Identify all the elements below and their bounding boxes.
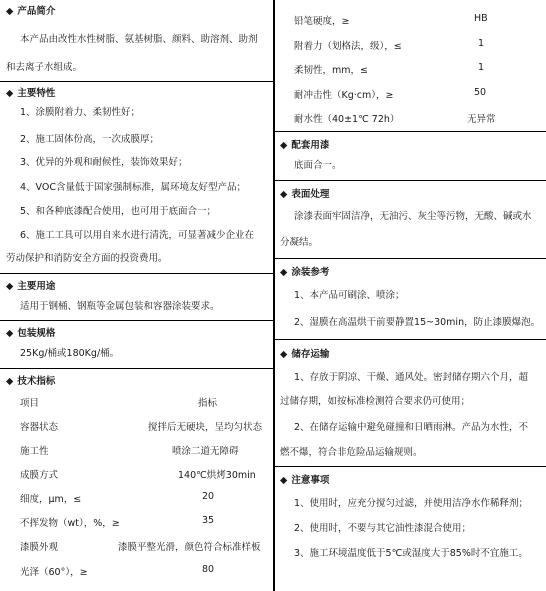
feature-line: 6、施工工具可以用自来水进行清洗，可显著减少企业在 [20,230,255,241]
diamond-icon: ◆ [6,281,14,292]
surface-line: 分凝结。 [280,237,319,248]
table-row: 漆膜外观 漆膜平整光滑，颜色符合标准样板 [20,542,261,553]
section-divider [274,339,546,340]
surface-title: 表面处理 [291,189,330,200]
packaging-header [6,325,55,339]
diamond-icon: ◆ [6,6,14,17]
application-title: 涂装参考 [291,267,330,278]
feature-line: 劳动保护和消防安全方面的投资费用。 [6,253,168,264]
packaging-line: 25Kg/桶或180Kg/桶。 [20,348,120,359]
table-row: 成膜方式 140℃烘烤30min [20,470,256,481]
diamond-icon: ◆ [280,189,288,200]
intro-line-2: 和去离子水组成。 [6,62,83,73]
section-divider [0,81,273,82]
section-divider [0,273,273,274]
intro-line-1: 本产品由改性水性树脂、氨基树脂、颜料、助溶剂、助剂 [20,34,258,45]
section-divider [0,320,273,321]
table-row: 耐冲击性（Kg·cm），≥ 50 [294,87,487,101]
storage-header [280,346,329,360]
table-row: 光泽（60°），≥ 80 [20,564,215,578]
feature-line: 2、施工固体份高，一次成膜厚； [20,134,160,145]
column-divider [273,0,275,591]
storage-title: 储存运输 [291,349,330,360]
column-header-item: 项目 [20,398,40,409]
diamond-icon: ◆ [280,140,288,151]
notes-title: 注意事项 [291,475,330,486]
matching-line: 底面合一。 [294,160,342,171]
notes-header [280,472,329,486]
usage-header [6,278,55,292]
diamond-icon: ◆ [6,88,14,99]
storage-line: 2、在储存运输中避免碰撞和日晒雨淋。产品为水性，不 [294,422,529,433]
section-divider [274,258,546,259]
feature-line: 3、优异的外观和耐候性，装饰效果好； [20,157,188,168]
table-row: 耐水性（40±1℃ 72h） 无异常 [294,114,496,125]
specs-title: 技术指标 [17,376,56,387]
notes-line: 2、使用时，不要与其它油性漆混合使用； [294,523,472,534]
intro-title: 产品简介 [17,6,56,17]
packaging-title: 包装规格 [17,328,56,339]
intro-header [6,3,55,17]
matching-title: 配套用漆 [291,140,330,151]
usage-line: 适用于钢桶、钢瓶等金属包装和容器涂装要求。 [20,301,220,312]
table-row: 细度，μm，≤ 20 [20,491,215,505]
diamond-icon: ◆ [280,475,288,486]
table-row: 铅笔硬度，≥ HB [294,13,488,27]
features-title: 主要特性 [17,88,56,99]
diamond-icon: ◆ [280,267,288,278]
matching-header [280,137,329,151]
table-row: 施工性 喷涂二道无障碍 [20,446,239,457]
section-divider [274,131,546,132]
notes-line: 1、使用时，应充分搅匀过滤，并使用洁净水作稀释剂； [294,498,529,509]
surface-line: 涂漆表面牢固洁净，无油污、灰尘等污物，无酸、碱或水 [294,211,532,222]
section-divider [0,368,273,369]
surface-header [280,186,329,200]
diamond-icon: ◆ [6,376,14,387]
feature-line: 1、涂膜附着力、柔韧性好； [20,107,141,118]
specs-header [6,373,55,387]
storage-line: 燃不爆，符合非危险品运输规则。 [280,447,423,458]
application-line: 2、湿膜在高温烘干前要静置15~30min，防止漆膜爆泡。 [294,317,541,328]
feature-line: 5、和各种底漆配合使用，也可用于底面合一； [20,206,217,217]
table-row: 柔韧性，mm，≤ 1 [294,62,485,76]
table-row: 容器状态 搅拌后无硬块，呈均匀状态 [20,422,263,433]
table-row: 不挥发物（wt），%，≥ 35 [20,515,215,529]
diamond-icon: ◆ [6,328,14,339]
feature-line: 4、VOC含量低于国家强制标准，属环境友好型产品； [20,182,246,193]
column-header-value: 指标 [198,398,218,409]
specs-table-header [20,395,267,407]
section-divider [274,180,546,181]
application-header [280,264,329,278]
storage-line: 1、存放于阴凉、干燥、通风处。密封储存期六个月，超 [294,372,529,383]
diamond-icon: ◆ [280,349,288,360]
section-divider [274,466,546,467]
table-row: 附着力（划格法，级），≤ 1 [294,38,485,52]
features-header [6,85,55,99]
notes-line: 3、施工环境温度低于5℃或湿度大于85%时不宜施工。 [294,548,528,559]
storage-line: 过储存期，如按标准检测符合要求仍可使用； [280,396,471,407]
application-line: 1、本产品可刷涂、喷涂； [294,290,405,301]
usage-title: 主要用途 [17,281,56,292]
